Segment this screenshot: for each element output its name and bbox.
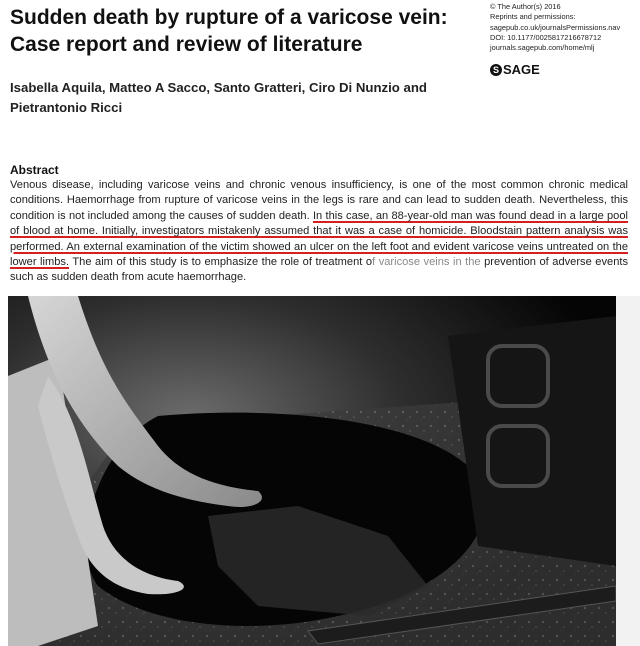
abstract-highlighted-case: In this case, an 88-year-old man was found dead in a large pool of blood at home. Initially, investigators mistakenly assumed that it was a case of homicide. Bloodstain pattern analysis was performed. An external examination of the victim showed an ulcer on the left foot and evident varicose veins untreated on the lower limbs.	[10, 209, 628, 269]
meta-line-reprints: Reprints and permissions:	[490, 12, 576, 22]
meta-line-copyright: © The Author(s) 2016	[490, 2, 561, 11]
author-list: Isabella Aquila, Matteo A Sacco, Santo Gratteri, Ciro Di Nunzio and Pietrantonio Ricci	[10, 80, 427, 115]
page-margin-strip	[616, 296, 640, 646]
abstract-text-intro: Venous disease, including varicose veins and chronic venous insufficiency, is one of the most common chronic medical conditions. Haemorrhage from rupture of varicose veins in the legs is rare and can lead to sudden death. Nevertheless, this condition is not included among the causes of sudden death.	[10, 179, 628, 222]
sage-logo-text: SAGE	[503, 62, 540, 77]
publisher-meta	[490, 2, 638, 53]
abstract-heading: Abstract	[10, 163, 59, 177]
abstract-body	[10, 178, 628, 286]
meta-line-permissions-url: sagepub.co.uk/journalsPermissions.nav	[490, 22, 621, 32]
crime-scene-photo	[8, 296, 616, 646]
meta-line-journal-url: journals.sagepub.com/home/mlj	[490, 43, 595, 53]
watermark-overlap-text: f varicose veins in the	[372, 256, 481, 269]
meta-line-doi: DOI: 10.1177/0025817216678712	[490, 32, 602, 42]
abstract-text-aim: The aim of this study is to emphasize the role of treatment o	[69, 256, 373, 269]
paper-title: Sudden death by rupture of a varicose vein: Case report and review of literature	[10, 6, 448, 56]
abstract-text-end: prevention of adverse events such as sudden death from acute haemorrhage.	[10, 256, 628, 284]
sage-mark-icon: S	[490, 64, 502, 76]
crime-scene-illustration	[8, 296, 616, 646]
sage-logo	[490, 62, 540, 77]
